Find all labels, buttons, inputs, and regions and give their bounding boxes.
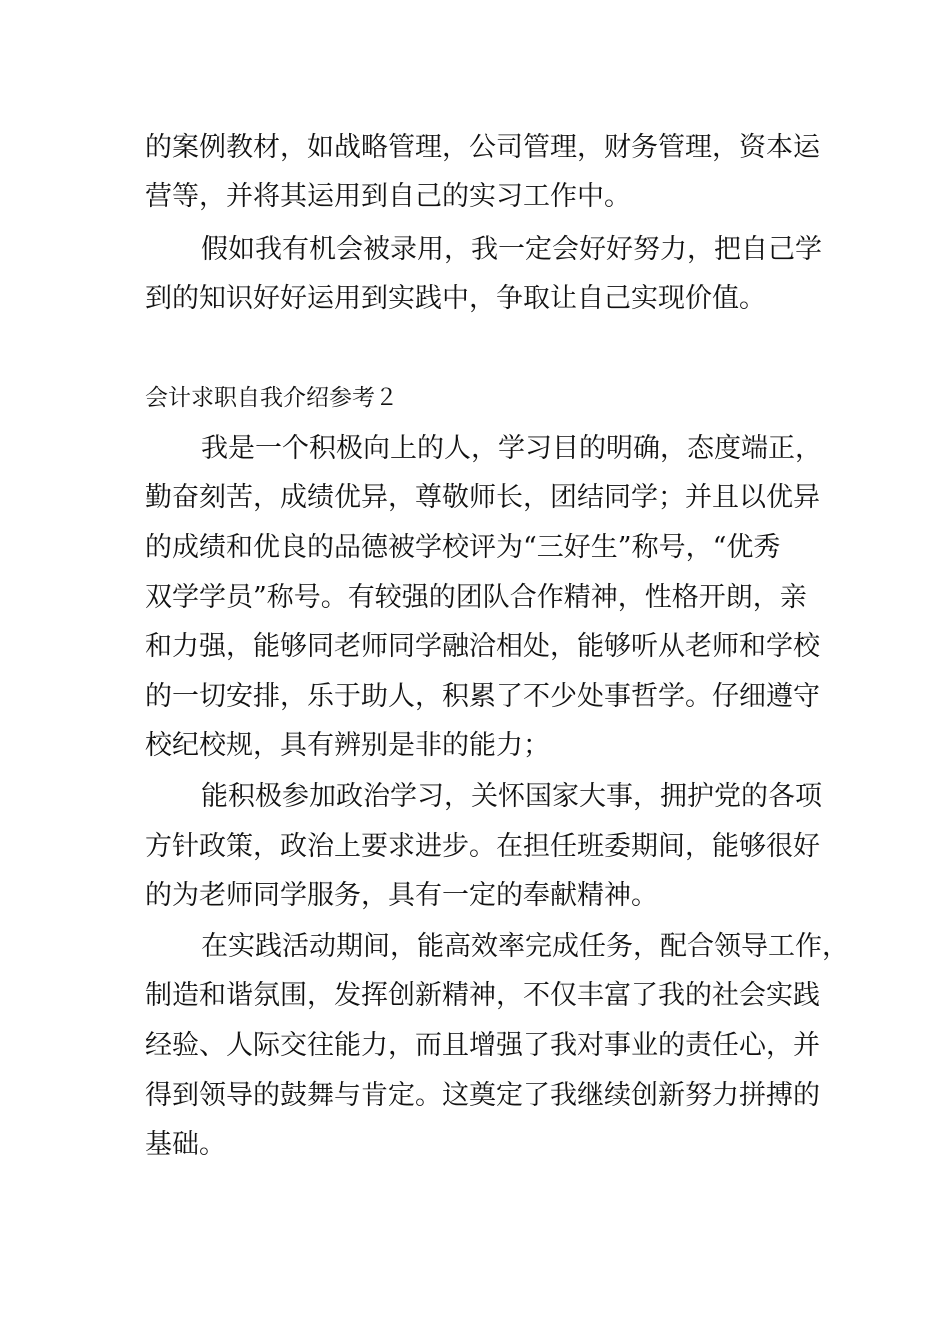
paragraph-line: 方针政策，政治上要求进步。在担任班委期间，能够很好 bbox=[145, 831, 820, 862]
paragraph-line: 双学学员”称号。有较强的团队合作精神，性格开朗，亲 bbox=[145, 582, 807, 613]
paragraph-line: 和力强，能够同老师同学融洽相处，能够听从老师和学校 bbox=[145, 631, 820, 662]
paragraph-line: 制造和谐氛围，发挥创新精神，不仅丰富了我的社会实践 bbox=[145, 980, 820, 1011]
paragraph-line: 的案例教材，如战略管理，公司管理，财务管理，资本运 bbox=[145, 132, 820, 163]
paragraph-line: 基础。 bbox=[145, 1129, 226, 1160]
paragraph-line: 经验、人际交往能力，而且增强了我对事业的责任心，并 bbox=[145, 1030, 820, 1061]
paragraph-line: 在实践活动期间，能高效率完成任务，配合领导工作， bbox=[201, 931, 849, 962]
section-title: 会计求职自我介绍参考２ bbox=[145, 385, 398, 411]
paragraph-line: 能积极参加政治学习，关怀国家大事，拥护党的各项 bbox=[201, 781, 822, 812]
paragraph-line: 假如我有机会被录用，我一定会好好努力，把自己学 bbox=[201, 234, 822, 265]
paragraph-line: 的成绩和优良的品德被学校评为“三好生”称号，“优秀 bbox=[145, 532, 781, 563]
paragraph-line: 勤奋刻苦，成绩优异，尊敬师长，团结同学；并且以优异 bbox=[145, 482, 820, 513]
paragraph-line: 校纪校规，具有辨别是非的能力； bbox=[145, 730, 550, 761]
paragraph-line: 得到领导的鼓舞与肯定。这奠定了我继续创新努力拼搏的 bbox=[145, 1080, 820, 1111]
paragraph-line: 的为老师同学服务，具有一定的奉献精神。 bbox=[145, 880, 658, 911]
paragraph-line: 我是一个积极向上的人，学习目的明确，态度端正， bbox=[201, 433, 822, 464]
paragraph-line: 营等，并将其运用到自己的实习工作中。 bbox=[145, 181, 631, 212]
paragraph-line: 的一切安排，乐于助人，积累了不少处事哲学。仔细遵守 bbox=[145, 681, 820, 712]
paragraph-line: 到的知识好好运用到实践中，争取让自己实现价值。 bbox=[145, 283, 766, 314]
